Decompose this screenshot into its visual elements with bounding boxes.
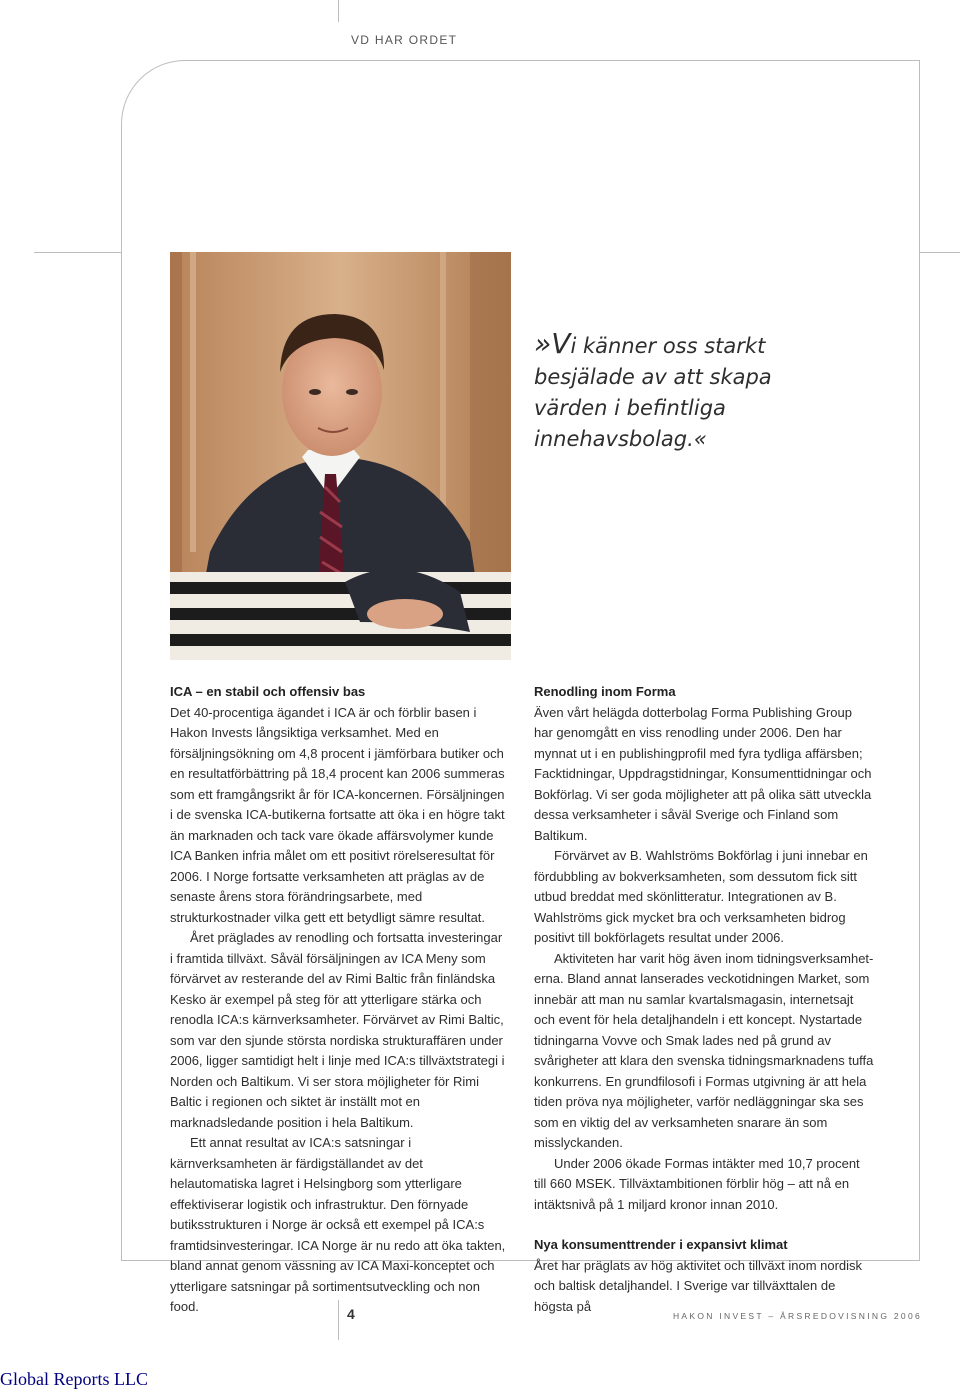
page-number-divider <box>338 1300 339 1340</box>
publication-title: HAKON INVEST – ÅRSREDOVISNING 2006 <box>672 1311 922 1321</box>
paragraph: Året präglades av renodling och fortsatta investeringar i framtida tillväxt. Såväl försäljningen av ICA Meny som förvärvet av resterande del av Rimi Baltic från finländska Kesko är exempel på steg för att ytterligare stärka och renodla ICA:s kärnverksamheter. Förvärvet av Rimi Baltic, som var den sjunde största nordiska strukturaffären under 2006, ligger samtidigt helt i linje med ICA:s tillväxtstrategi i Norden och Baltikum. Vi ser stora möjligheter för Rimi Baltic i regionen och siktet är inställt mot en marknadsledande position i hela Baltikum. <box>170 930 505 1130</box>
frame-divider <box>920 252 960 253</box>
section-heading: Renodling inom Forma <box>534 684 676 699</box>
paragraph: Det 40-procentiga ägandet i ICA är och förblir basen i Hakon Invests långsiktiga verksamhet. Med en försäljningsökning om 4,8 procent i jämförbara butiker och en resultatförbättring på 18,4 procent kan 2006 summeras som ett framgångsrikt år för ICA-koncernen. Försäljningen i de svenska ICA-butikerna fortsatte att öka i en högre takt än marknaden och tack vare ökade affärsvolymer kunde ICA Banken infria målet om ett positivt rörelseresultat för 2006. I Norge fortsatte verksamheten att präglas av de senaste årens stora förändringsarbete, med strukturkostnader vilka gett ett betydligt sämre resultat. <box>170 704 505 925</box>
paragraph: Året har präglats av hög aktivitet och tillväxt inom nordisk och baltisk detaljhandel. I Sverige var tillväxttalen de högsta på <box>534 1257 863 1314</box>
quote-close-mark: « <box>693 427 707 451</box>
paragraph: Under 2006 ökade Formas intäkter med 10,7 procent till 660 MSEK. Tillväxtambitionen förblir hög – att nå en intäktsnivå på 1 miljard kronor innan 2010. <box>534 1155 860 1212</box>
section-heading: Nya konsumenttrender i expansivt klimat <box>534 1237 788 1252</box>
section-label: VD HAR ORDET <box>351 33 458 47</box>
paragraph: Aktiviteten har varit hög även inom tidningsverksamheterna. Bland annat lanserades veckotidningen Market, som innebär att man nu samlar kvartalsmagasin, internetsajt och event för hela detaljhandeln i ett koncept. Nystartade tidningarna Vovve och Smak lades ned på grund av svårigheter att klara den svenska tidningsmarknadens tuffa konkurrens. En grundfilosofi i Formas utgivning är att hela tiden pröva nya möjligheter, varför nedläggningar ska ses som en viktig del av verksamheten snarare än som misslyckanden. <box>534 950 874 1150</box>
page-number: 4 <box>347 1306 355 1322</box>
left-column <box>170 682 506 1318</box>
paragraph: Även vårt helägda dotterbolag Forma Publishing Group har genomgått en viss renodling under 2006. Den har mynnat ut i en publishingprofil med fyra tydliga affärsben; Facktidningar, Uppdragstidningar, Konsumenttidningar och Bokförlag. Vi ser goda möjligheter att på olika sätt utveckla dessa verksamheter i såväl Sverige och Finland som Baltikum. <box>534 704 872 843</box>
portrait-photo-icon <box>170 252 511 660</box>
section-heading: ICA – en stabil och offensiv bas <box>170 684 366 699</box>
frame-divider <box>34 252 121 253</box>
pull-quote <box>534 328 834 455</box>
frame-divider <box>338 0 339 22</box>
quote-text: i känner oss starkt besjälade av att skapa värden i befintliga innehavsbolag. <box>534 334 772 451</box>
paragraph: Förvärvet av B. Wahlströms Bokförlag i juni innebar en fördubbling av bokverksamheten, som dessutom fick sitt utbud breddat med skönlitteratur. Integrationen av B. Wahlströms gick mycket bra och verksamheten bidrog positivt till bokförlagets resultat under 2006. <box>534 848 868 945</box>
right-column <box>534 682 874 1317</box>
paragraph: Ett annat resultat av ICA:s satsningar i kärnverksamheten är färdigställandet av det helautomatiska lagret i Helsingborg som ytterligare effektiviserar logistik och infrastruktur. Den förnyade butiksstrukturen i Norge är också ett exempel på ICA:s framtidsinvesteringar. ICA Norge är nu redo att öka takten, bland annat genom vässning av ICA Maxi-konceptet och ytterligare satsningar på sortimentsutveckling och non food. <box>170 1135 506 1314</box>
watermark-text: Global Reports LLC <box>0 1369 148 1389</box>
quote-open-mark: »V <box>534 327 571 360</box>
